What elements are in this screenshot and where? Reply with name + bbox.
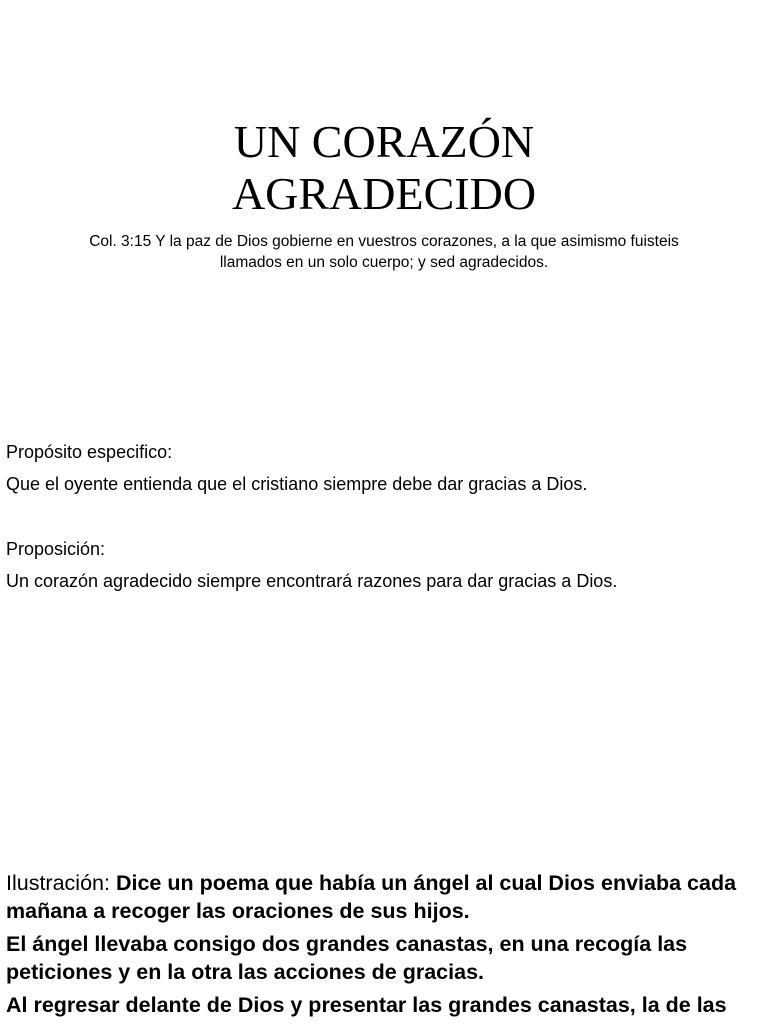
illustration-paragraph-1 — [6, 869, 762, 925]
illustration-paragraph-3 — [6, 991, 762, 1019]
title-line-2: AGRADECIDO — [231, 168, 537, 219]
illustration-text-2: El ángel llevaba consigo dos grandes canastas, en una recogía las peticiones y en la otra las acciones de gracias. — [6, 932, 688, 984]
purpose-section — [6, 436, 762, 500]
bible-verse: Col. 3:15 Y la paz de Dios gobierne en vuestros corazones, a la que asimismo fuisteis llamados en un solo cuerpo; y sed agradecidos. — [89, 233, 679, 271]
illustration-section — [6, 869, 762, 1024]
purpose-label: Propósito especifico: — [6, 442, 173, 462]
illustration-label: Ilustración: — [6, 871, 116, 895]
illustration-text-3: Al regresar delante de Dios y presentar las grandes canastas, la de las — [6, 993, 727, 1017]
proposition-text: Un corazón agradecido siempre encontrará razones para dar gracias a Dios. — [6, 571, 618, 591]
proposition-label: Proposición: — [6, 539, 106, 559]
illustration-text-1: Dice un poema que había un ángel al cual Dios enviaba cada mañana a recoger las oraciones de sus hijos. — [6, 871, 737, 923]
page-title — [0, 116, 768, 220]
proposition-section — [6, 533, 762, 597]
illustration-paragraph-2 — [6, 930, 762, 986]
purpose-text: Que el oyente entienda que el cristiano siempre debe dar gracias a Dios. — [6, 474, 588, 494]
title-line-1: UN CORAZÓN — [233, 116, 535, 167]
